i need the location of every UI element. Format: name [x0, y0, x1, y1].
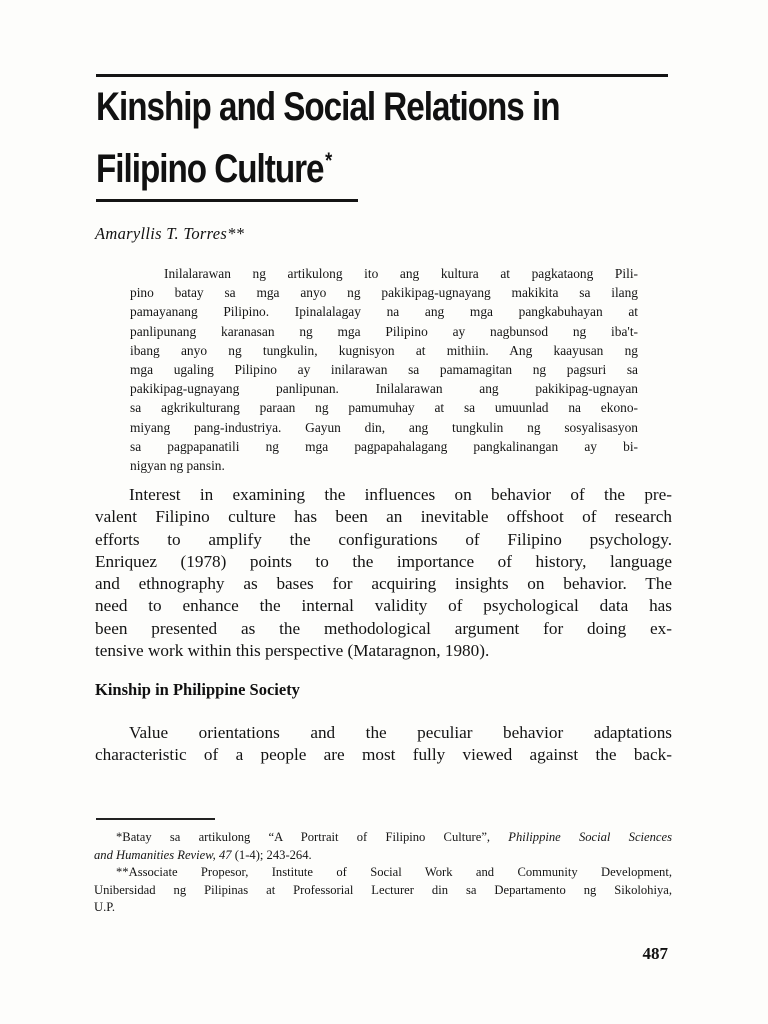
- footnote-line: [94, 829, 672, 847]
- footnote-1-pages: (1-4); 243-264.: [231, 847, 312, 862]
- footnote-line: U.P.: [94, 900, 115, 914]
- paragraph-line: Enriquez (1978) points to the importance of history, language: [95, 551, 672, 571]
- footnote-rule: [96, 818, 215, 820]
- author-name: Amaryllis T. Torres**: [95, 224, 245, 243]
- paragraph-line: Interest in examining the influences on behavior of the pre-: [129, 485, 672, 504]
- page-number: 487: [642, 944, 668, 963]
- article-title: [96, 80, 571, 196]
- abstract-line: mga ugaling Pilipino ay inilarawan sa pamamagitan ng pagsuri sa: [130, 362, 638, 378]
- paragraph-line: been presented as the methodological argument for doing ex-: [95, 618, 672, 638]
- abstract-line: panlipunang karanasan ng mga Pilipino ay nagbunsod ng iba't-: [130, 323, 638, 339]
- paragraph-line: tensive work within this perspective (Mataragnon, 1980).: [95, 641, 490, 661]
- abstract-line: nigyan ng pansin.: [130, 458, 225, 474]
- paragraph-line: efforts to amplify the configurations of Filipino psychology.: [95, 529, 672, 549]
- paragraph-line: need to enhance the internal validity of psychological data has: [95, 596, 672, 616]
- paragraph-line: valent Filipino culture has been an inevitable offshoot of research: [95, 507, 672, 527]
- paragraph-line: and ethnography as bases for acquiring insights on behavior. The: [95, 574, 672, 594]
- title-line-2: [96, 134, 571, 196]
- section-heading: Kinship in Philippine Society: [95, 680, 300, 699]
- abstract-line: pakikipag-ugnayang panlipunan. Inilalarawan ang pakikipag-ugnayan: [130, 381, 638, 397]
- abstract-line: sa agkrikulturang paraan ng pamumuhay at sa umuunlad na ekono-: [130, 400, 638, 416]
- footnote-line: **Associate Propesor, Institute of Social Work and Community Development,: [116, 865, 672, 879]
- footnote-1: [94, 829, 672, 864]
- title-footnote-marker: *: [325, 148, 332, 173]
- title-bottom-rule: [96, 199, 358, 202]
- abstract-line: ibang anyo ng tungkulin, kugnisyon at mithiin. Ang kaayusan ng: [130, 342, 638, 358]
- body-paragraph-2: [95, 722, 672, 767]
- paragraph-line: characteristic of a people are most fully viewed against the back-: [95, 745, 672, 765]
- abstract-line: pino batay sa mga anyo ng pakikipag-ugnayang makikita sa ilang: [130, 285, 638, 301]
- title-top-rule: [96, 74, 668, 77]
- footnote-1-source: *Batay sa artikulong “A Portrait of Filipino Culture”,: [116, 830, 509, 844]
- body-paragraph-1: [95, 484, 672, 662]
- title-line-2-text: Filipino Culture: [96, 147, 324, 191]
- abstract-line: sa pagpapanatili ng mga pagpapahalagang pangkalinangan ay bi-: [130, 438, 638, 454]
- footnote-2: [94, 864, 672, 917]
- footnote-line: [94, 847, 672, 865]
- abstract-line: Inilalarawan ng artikulong ito ang kultura at pagkataong Pili-: [164, 266, 638, 281]
- footnote-line: Unibersidad ng Pilipinas at Professorial Lecturer din sa Departamento ng Sikolohiya,: [94, 882, 672, 897]
- abstract-line: pamayanang Pilipino. Ipinalalagay na ang mga pangkabuhayan at: [130, 304, 638, 320]
- abstract: [130, 264, 638, 475]
- title-line-1: Kinship and Social Relations in: [96, 85, 560, 129]
- footnote-1-journal: Philippine Social Sciences: [508, 830, 672, 844]
- paragraph-line: Value orientations and the peculiar behavior adaptations: [129, 723, 672, 742]
- abstract-line: miyang pang-industriya. Gayun din, ang tungkulin ng sosyalisasyon: [130, 419, 638, 435]
- footnote-1-journal-cont: and Humanities Review, 47: [94, 847, 232, 862]
